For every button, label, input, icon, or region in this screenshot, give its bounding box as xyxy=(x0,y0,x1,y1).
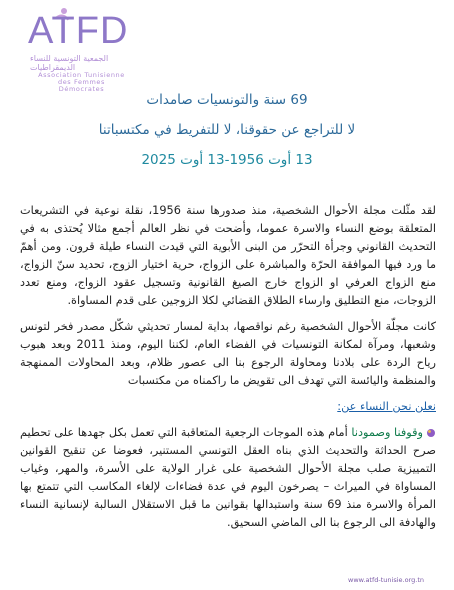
atfd-logo xyxy=(22,6,132,93)
paragraph-2: كانت مجلّة الأحوال الشخصية رغم نواقصها، بداية لمسار تحديثي شكّل مصدر فخر لتونس وشعبها، ومرآة لمكانة التونسيات في الفضاء العام، لكننا اليوم، ومنذ 2011 وبعد هبوب رياح الردة على بلادنا ومحاولة الرجوع بنا الى عصور ظلام، وبعد المحاولات الممنهجة والمنظمة واليائسة التي تهدف الى تقويض ما راكمناه من مكتسبات xyxy=(20,320,437,387)
footer-url[interactable]: www.atfd-tunisie.org.tn xyxy=(348,576,424,584)
paragraph-1: لقد مثّلت مجلة الأحوال الشخصية، منذ صدورها سنة 1956، نقلة نوعية في التشريعات المتعلقة بوضع النساء والاسرة عموما، وأضحت في نظر العالم أجمع مثالا يُحتذى به في التحديث القانوني وجرأة التحرّر من البنى الأبوية التي قيدت النساء طيلة قرون. ومن أهمّ ما ورد فيها الموافقة الحرّة والمباشرة على الزواج، حرية اختيار الزوج، تحديد سنّ الزواج، منع الزواج العرفي او الزواج خارج الصيغ القانونية وتسجيل عقود الزواج، ومنع تعدد الزوجات، منع التطليق وارساء الطلاق القضائي لكلا الزوجين على قدم المساواة. xyxy=(20,204,436,307)
heading-slogan: لا للتراجع عن حقوقنا، لا للتفريط في مكتسباتنا xyxy=(98,122,356,138)
logo-french-line2: des Femmes Démocrates xyxy=(57,78,105,93)
logo-wordmark: ATFD xyxy=(28,10,129,52)
headings xyxy=(0,88,454,172)
declaration-intro: نعلن نحن النساء عن: xyxy=(337,400,436,413)
logo-french-line1: Association Tunisienne xyxy=(38,71,125,79)
paragraph-3-text: أمام هذه الموجات الرجعية المتعاقبة التي تعمل بكل جهدها على تحطيم صرح الحداثة والتحديث الذي بناه العقل التونسي المستنير، فعوضا عن تنقيح القوانين التمييزية صلب مجلة الأحوال الشخصية على غرار الولاية على الأسرة، والمهر، وغياب المساواة في الميراث – يصرخون اليوم في عدة فضاءات لإلغاء المكاسب التي تتمتع بها المرأة والاسرة منذ 69 سنة واستبدالها بقوانين ما قبل الاستقلال السالبة لإنسانية النساء والهادفة الى الرجوع بنا الى الماضي السحيق. xyxy=(20,426,436,529)
logo-mark xyxy=(22,6,132,52)
heading-dates: 13 أوت 1956-13 أوت 2025 xyxy=(141,152,313,168)
bullet-icon xyxy=(426,428,436,438)
heading-title: 69 سنة والتونسيات صامدات xyxy=(146,92,308,108)
paragraph-3 xyxy=(20,424,436,532)
body-text xyxy=(20,202,436,540)
logo-arabic-name: الجمعية التونسية للنساء الديمقراطيات xyxy=(30,54,109,72)
bullet-highlight: وقوفنا وصمودنا xyxy=(351,426,423,439)
